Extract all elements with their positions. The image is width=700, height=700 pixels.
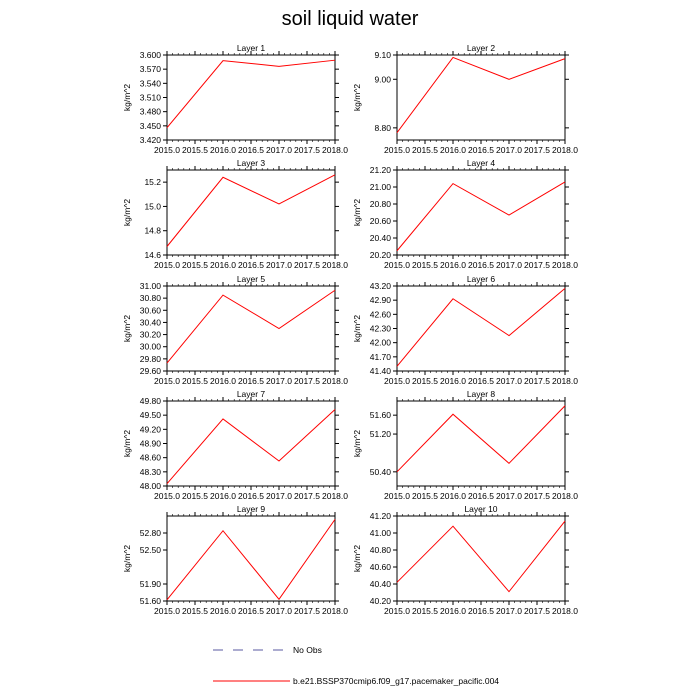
x-tick-label: 2016.5 [238, 606, 264, 616]
x-tick-label: 2017.0 [266, 606, 292, 616]
y-tick-label: 3.480 [139, 106, 161, 117]
x-tick-label: 2016.0 [210, 606, 236, 616]
x-tick-label: 2015.5 [412, 376, 438, 386]
x-tick-label: 2016.5 [468, 260, 494, 270]
x-tick-label: 2018.0 [552, 606, 578, 616]
y-tick-label: 48.90 [139, 438, 161, 449]
x-tick-label: 2017.5 [524, 145, 550, 155]
x-tick-label: 2016.5 [468, 606, 494, 616]
x-tick-label: 2015.5 [412, 606, 438, 616]
x-tick-label: 2017.0 [266, 260, 292, 270]
x-tick-label: 2018.0 [552, 145, 578, 155]
x-tick-label: 2015.5 [182, 376, 208, 386]
y-tick-label: 42.00 [369, 337, 391, 348]
y-tick-label: 31.00 [139, 281, 161, 291]
x-tick-label: 2017.5 [294, 376, 320, 386]
y-tick-label: 41.40 [369, 366, 391, 376]
y-tick-label: 51.60 [139, 596, 161, 606]
x-tick-label: 2015.5 [412, 145, 438, 155]
y-tick-label: 50.40 [369, 466, 391, 477]
x-tick-label: 2017.5 [294, 606, 320, 616]
x-tick-label: 2016.0 [440, 491, 466, 501]
y-tick-label: 20.40 [369, 233, 391, 243]
x-tick-label: 2016.5 [238, 145, 264, 155]
x-tick-label: 2018.0 [552, 260, 578, 270]
panel-title: Layer 1 [236, 43, 266, 53]
y-tick-label: 8.80 [374, 122, 391, 133]
y-tick-label: 30.80 [139, 293, 161, 304]
y-tick-label: 9.10 [374, 50, 391, 60]
y-tick-label: 30.20 [139, 329, 161, 340]
y-tick-label: 42.90 [369, 295, 391, 306]
y-tick-label: 40.40 [369, 579, 391, 589]
x-tick-label: 2017.5 [524, 491, 550, 501]
x-tick-label: 2015.0 [154, 491, 180, 501]
y-tick-label: 3.510 [139, 92, 161, 103]
x-tick-label: 2015.5 [182, 491, 208, 501]
x-tick-label: 2017.0 [496, 606, 522, 616]
y-tick-label: 3.570 [139, 64, 161, 75]
y-tick-label: 51.60 [369, 410, 391, 421]
x-tick-label: 2016.0 [210, 145, 236, 155]
panel-title: Layer 2 [466, 43, 496, 53]
y-tick-label: 51.20 [369, 429, 391, 440]
x-tick-label: 2016.0 [440, 145, 466, 155]
x-tick-label: 2018.0 [552, 376, 578, 386]
y-tick-label: 48.30 [139, 466, 161, 477]
y-axis-label: kg/m^2 [352, 314, 362, 343]
y-tick-label: 49.20 [139, 424, 161, 435]
panel-title: Layer 6 [466, 274, 496, 284]
y-tick-label: 30.60 [139, 305, 161, 316]
y-tick-label: 15.0 [144, 201, 161, 212]
x-tick-label: 2017.5 [294, 260, 320, 270]
x-tick-label: 2015.5 [182, 260, 208, 270]
y-tick-label: 20.60 [369, 216, 391, 226]
y-tick-label: 21.00 [369, 182, 391, 192]
y-axis-label: kg/m^2 [122, 429, 132, 458]
figure-title: soil liquid water [281, 8, 419, 30]
y-tick-label: 20.20 [369, 250, 391, 260]
x-tick-label: 2016.0 [210, 491, 236, 501]
panel-title: Layer 3 [236, 158, 266, 168]
x-tick-label: 2018.0 [322, 491, 348, 501]
y-tick-label: 41.70 [369, 351, 391, 362]
y-tick-label: 30.40 [139, 317, 161, 328]
y-tick-label: 41.20 [369, 511, 391, 521]
y-tick-label: 49.80 [139, 396, 161, 406]
x-tick-label: 2017.5 [524, 376, 550, 386]
x-tick-label: 2016.5 [238, 491, 264, 501]
x-tick-label: 2018.0 [322, 606, 348, 616]
y-tick-label: 40.60 [369, 562, 391, 572]
x-tick-label: 2015.0 [154, 376, 180, 386]
y-axis-label: kg/m^2 [352, 83, 362, 112]
y-tick-label: 49.50 [139, 410, 161, 421]
x-tick-label: 2017.0 [496, 145, 522, 155]
x-tick-label: 2015.5 [412, 491, 438, 501]
panel-title: Layer 10 [464, 504, 498, 514]
x-tick-label: 2018.0 [552, 491, 578, 501]
y-tick-label: 52.80 [139, 528, 161, 538]
y-tick-label: 9.00 [374, 74, 391, 85]
y-tick-label: 48.60 [139, 452, 161, 463]
panel-title: Layer 5 [236, 274, 266, 284]
y-tick-label: 3.540 [139, 78, 161, 89]
x-tick-label: 2015.5 [182, 145, 208, 155]
y-tick-label: 29.80 [139, 353, 161, 364]
y-tick-label: 42.30 [369, 323, 391, 334]
x-tick-label: 2016.0 [440, 260, 466, 270]
x-tick-label: 2015.0 [384, 260, 410, 270]
y-axis-label: kg/m^2 [122, 198, 132, 227]
x-tick-label: 2018.0 [322, 145, 348, 155]
y-tick-label: 14.8 [144, 225, 161, 236]
y-tick-label: 14.6 [144, 250, 161, 260]
x-tick-label: 2017.0 [496, 491, 522, 501]
x-tick-label: 2016.5 [238, 376, 264, 386]
x-tick-label: 2015.5 [412, 260, 438, 270]
y-tick-label: 40.20 [369, 596, 391, 606]
y-tick-label: 51.90 [139, 579, 161, 589]
x-tick-label: 2016.5 [238, 260, 264, 270]
x-tick-label: 2017.5 [294, 491, 320, 501]
panel-title: Layer 8 [466, 389, 496, 399]
y-tick-label: 48.00 [139, 481, 161, 491]
x-tick-label: 2015.0 [384, 491, 410, 501]
y-tick-label: 3.600 [139, 50, 161, 60]
x-tick-label: 2015.0 [384, 145, 410, 155]
x-tick-label: 2017.0 [496, 260, 522, 270]
y-tick-label: 43.20 [369, 281, 391, 291]
x-tick-label: 2016.5 [468, 145, 494, 155]
x-tick-label: 2015.0 [384, 376, 410, 386]
y-tick-label: 3.420 [139, 135, 161, 145]
x-tick-label: 2017.0 [496, 376, 522, 386]
x-tick-label: 2016.0 [210, 260, 236, 270]
y-tick-label: 52.50 [139, 545, 161, 555]
panel-title: Layer 4 [466, 158, 496, 168]
x-tick-label: 2016.0 [440, 376, 466, 386]
y-tick-label: 30.00 [139, 341, 161, 352]
y-axis-label: kg/m^2 [122, 83, 132, 112]
y-axis-label: kg/m^2 [122, 544, 132, 573]
x-tick-label: 2015.0 [384, 606, 410, 616]
x-tick-label: 2018.0 [322, 260, 348, 270]
x-tick-label: 2017.5 [294, 145, 320, 155]
panel-title: Layer 7 [236, 389, 266, 399]
x-tick-label: 2015.0 [154, 260, 180, 270]
x-tick-label: 2018.0 [322, 376, 348, 386]
y-axis-label: kg/m^2 [352, 544, 362, 573]
x-tick-label: 2016.5 [468, 491, 494, 501]
y-tick-label: 15.2 [144, 177, 161, 188]
y-tick-label: 42.60 [369, 309, 391, 320]
y-tick-label: 40.80 [369, 545, 391, 555]
x-tick-label: 2017.0 [266, 491, 292, 501]
y-tick-label: 41.00 [369, 528, 391, 538]
y-axis-label: kg/m^2 [352, 198, 362, 227]
x-tick-label: 2016.0 [440, 606, 466, 616]
x-tick-label: 2017.0 [266, 376, 292, 386]
y-tick-label: 3.450 [139, 120, 161, 131]
y-axis-label: kg/m^2 [352, 429, 362, 458]
x-tick-label: 2017.5 [524, 260, 550, 270]
legend-label-no-obs: No Obs [293, 645, 322, 655]
x-tick-label: 2017.5 [524, 606, 550, 616]
y-tick-label: 29.60 [139, 366, 161, 376]
y-tick-label: 20.80 [369, 199, 391, 209]
x-tick-label: 2015.0 [154, 145, 180, 155]
x-tick-label: 2017.0 [266, 145, 292, 155]
y-axis-label: kg/m^2 [122, 314, 132, 343]
x-tick-label: 2015.0 [154, 606, 180, 616]
x-tick-label: 2016.0 [210, 376, 236, 386]
legend-label-series: b.e21.BSSP370cmip6.f09_g17.pacemaker_pacific.004 [293, 676, 500, 686]
y-tick-label: 21.20 [369, 165, 391, 175]
x-tick-label: 2015.5 [182, 606, 208, 616]
x-tick-label: 2016.5 [468, 376, 494, 386]
panel-title: Layer 9 [236, 504, 266, 514]
